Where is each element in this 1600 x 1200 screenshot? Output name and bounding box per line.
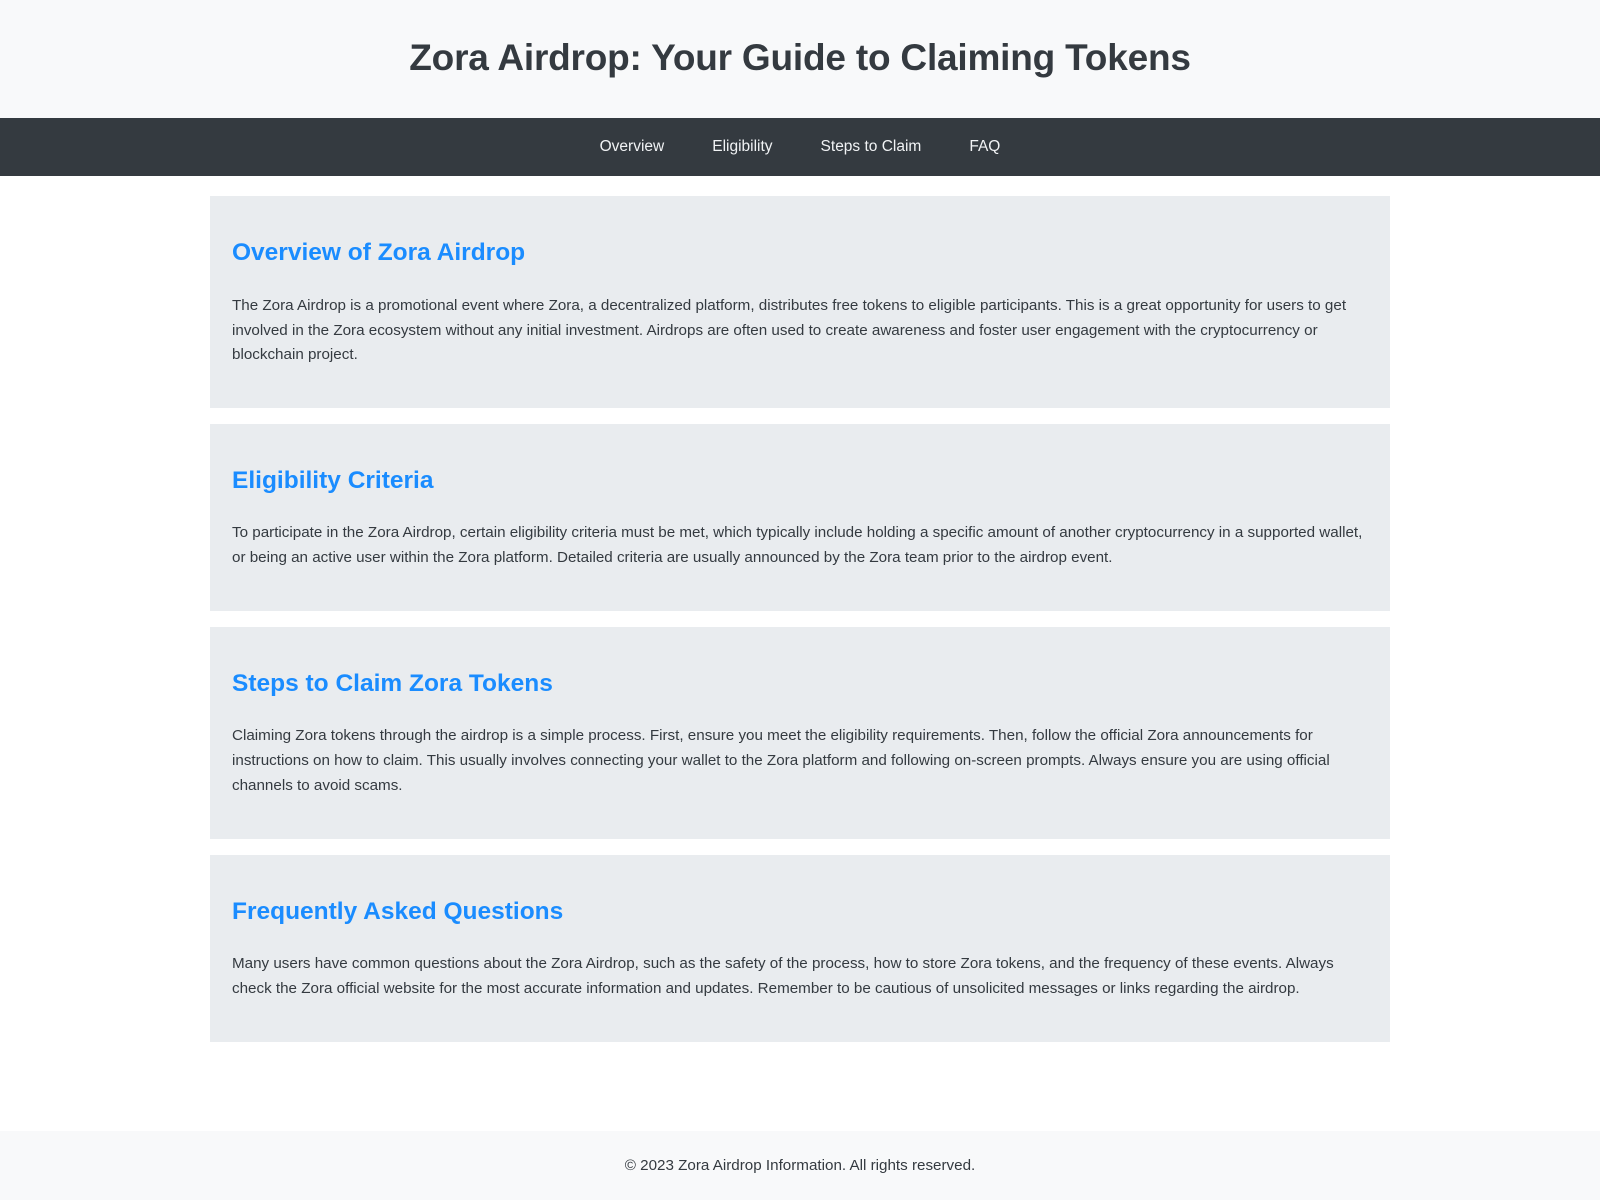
section-heading-faq: Frequently Asked Questions [232, 897, 564, 925]
section-faq [210, 855, 1390, 1042]
page-title: Zora Airdrop: Your Guide to Claiming Tokens [409, 37, 1191, 78]
section-body-steps-to-claim: Claiming Zora tokens through the airdrop is a simple process. First, ensure you meet the eligibility requirements. Then, follow the official Zora announcements for instructions on how to claim. This usually involves connecting your wallet to the Zora platform and following on-screen prompts. Always ensure you are using official channels to avoid scams. [232, 727, 1330, 794]
section-heading-overview: Overview of Zora Airdrop [232, 239, 526, 267]
section-steps-to-claim [210, 627, 1390, 839]
nav-link-eligibility[interactable]: Eligibility [712, 138, 773, 156]
nav-link-overview[interactable]: Overview [599, 138, 665, 156]
section-eligibility [210, 424, 1390, 611]
section-heading-eligibility: Eligibility Criteria [232, 467, 434, 495]
nav-item-faq[interactable] [945, 130, 1024, 164]
section-heading-steps-to-claim: Steps to Claim Zora Tokens [232, 670, 553, 697]
nav-link-faq[interactable]: FAQ [969, 138, 1001, 156]
nav-list [576, 130, 1025, 164]
section-body-overview: The Zora Airdrop is a promotional event where Zora, a decentralized platform, distributes free tokens to eligible participants. This is a great opportunity for users to get involved in the Zora ecosystem without any initial investment. Airdrops are often used to create awareness and foster user engagement with the cryptocurrency or blockchain project. [232, 296, 1347, 364]
content-container [210, 196, 1390, 1057]
section-overview [210, 196, 1390, 408]
nav-link-steps-to-claim[interactable]: Steps to Claim [820, 138, 922, 156]
nav-item-steps-to-claim[interactable] [797, 130, 946, 164]
nav-item-overview[interactable] [576, 130, 689, 164]
main-navigation [0, 118, 1600, 176]
nav-item-eligibility[interactable] [688, 130, 796, 164]
page-header [0, 0, 1600, 118]
page-footer [0, 1131, 1600, 1200]
section-body-faq: Many users have common questions about the Zora Airdrop, such as the safety of the process, how to store Zora tokens, and the frequency of these events. Always check the Zora official website for the most accurate information and updates. Remember to be cautious of unsolicited messages or links regarding the airdrop. [232, 955, 1334, 997]
section-body-eligibility: To participate in the Zora Airdrop, certain eligibility criteria must be met, which typically include holding a specific amount of another cryptocurrency in a supported wallet, or being an active user within the Zora platform. Detailed criteria are usually announced by the Zora team prior to the airdrop event. [232, 524, 1363, 567]
main-content [0, 176, 1600, 1131]
footer-copyright: © 2023 Zora Airdrop Information. All rights reserved. [624, 1157, 976, 1174]
